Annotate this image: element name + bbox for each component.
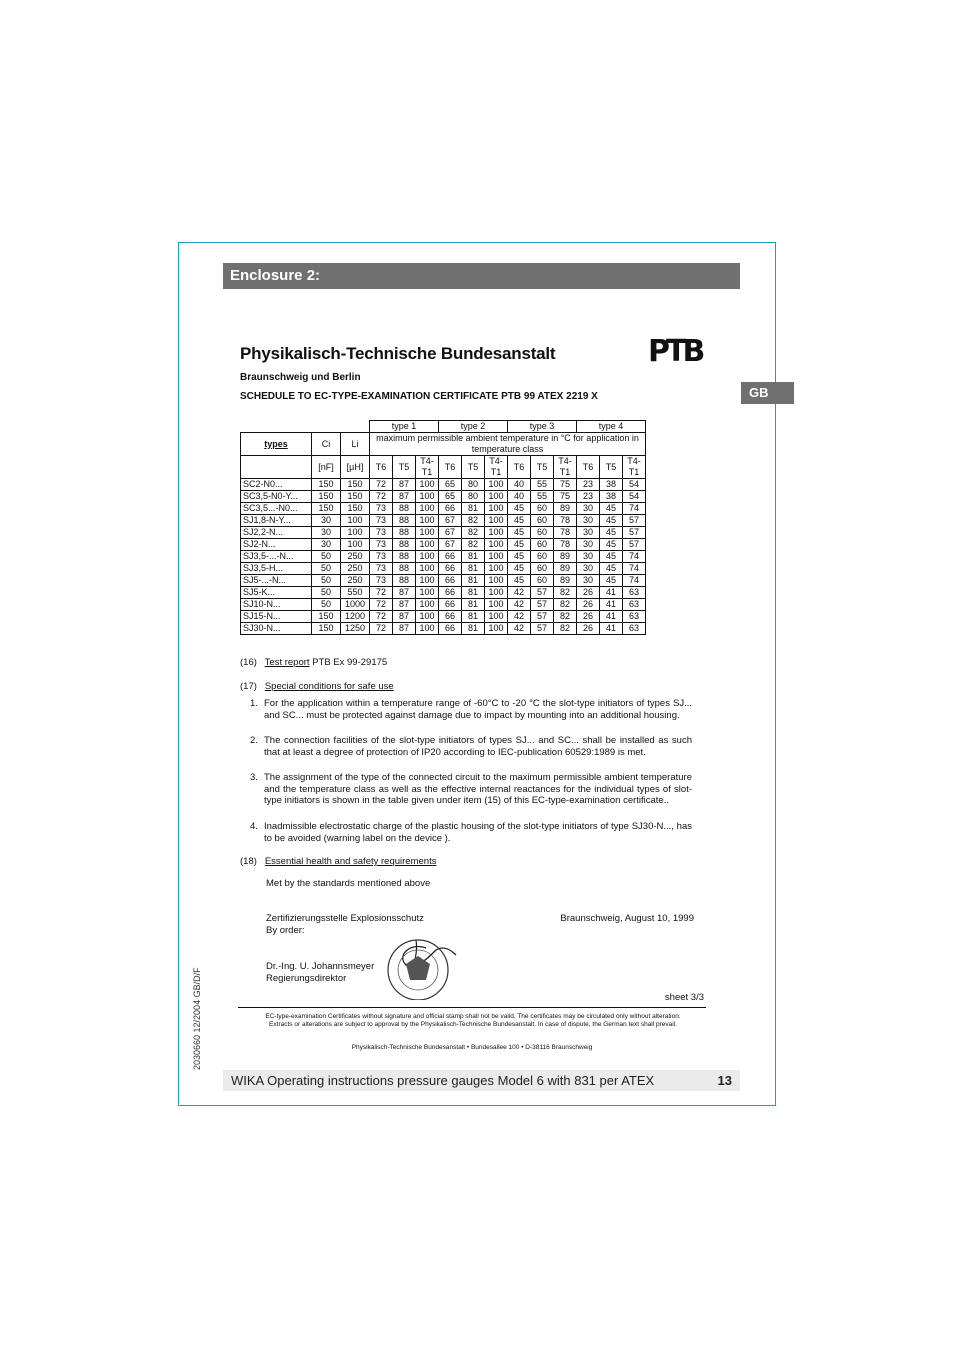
table-cell: 41 — [600, 587, 623, 599]
table-cell: 100 — [416, 599, 439, 611]
temp-class-header: T6 — [508, 456, 531, 479]
section-17 — [240, 681, 394, 693]
table-cell: 100 — [485, 575, 508, 587]
table-cell: 100 — [416, 503, 439, 515]
table-cell: SJ3,5-H... — [241, 563, 312, 575]
table-cell: 81 — [462, 599, 485, 611]
temp-class-header: T6 — [370, 456, 393, 479]
table-cell: 100 — [485, 539, 508, 551]
section-text: Met by the standards mentioned above — [266, 878, 431, 889]
cert-subtitle: Braunschweig und Berlin — [240, 372, 361, 383]
table-cell: 82 — [462, 527, 485, 539]
table-cell: 67 — [439, 527, 462, 539]
condition-item: 2. The connection facilities of the slot-type initiators of types SJ... and SC... shall be installed as such that at least a degree of protection of IP20 according to IEC-publication 60529:1989 is met. — [250, 735, 692, 758]
table-cell: 1000 — [341, 599, 370, 611]
table-cell: 100 — [416, 551, 439, 563]
table-cell: 250 — [341, 563, 370, 575]
table-row — [241, 491, 646, 503]
table-cell: SJ30-N... — [241, 623, 312, 635]
table-cell: 81 — [462, 623, 485, 635]
table-cell: 66 — [439, 599, 462, 611]
table-cell: 38 — [600, 479, 623, 491]
type-header: type 3 — [508, 421, 577, 433]
page-number: 13 — [717, 1073, 732, 1088]
section-18 — [240, 856, 436, 868]
type-header: type 2 — [439, 421, 508, 433]
signature-block: Zertifizierungsstelle Explosionsschutz By order: — [266, 913, 424, 936]
table-cell: 50 — [312, 599, 341, 611]
table-cell: 55 — [531, 491, 554, 503]
table-row — [241, 551, 646, 563]
ci-label: Ci — [312, 433, 341, 456]
table-cell: 41 — [600, 599, 623, 611]
sheet-number: sheet 3/3 — [664, 992, 704, 1003]
table-cell: 550 — [341, 587, 370, 599]
table-cell: 45 — [508, 575, 531, 587]
table-cell: 78 — [554, 539, 577, 551]
table-cell: 81 — [462, 503, 485, 515]
table-cell: 73 — [370, 563, 393, 575]
table-cell: 30 — [577, 563, 600, 575]
table-cell: 73 — [370, 527, 393, 539]
table-cell: 1200 — [341, 611, 370, 623]
table-cell: 45 — [508, 503, 531, 515]
table-cell: 100 — [485, 479, 508, 491]
temp-class-header: T6 — [577, 456, 600, 479]
cert-schedule: SCHEDULE TO EC-TYPE-EXAMINATION CERTIFICATE PTB 99 ATEX 2219 X — [240, 391, 598, 402]
table-cell: 82 — [462, 515, 485, 527]
table-cell: 100 — [341, 515, 370, 527]
table-cell: 45 — [600, 515, 623, 527]
table-cell: 50 — [312, 551, 341, 563]
table-cell: 250 — [341, 575, 370, 587]
table-row — [241, 599, 646, 611]
table-cell: 60 — [531, 575, 554, 587]
table-cell: 26 — [577, 587, 600, 599]
table-cell: 55 — [531, 479, 554, 491]
table-cell: 78 — [554, 527, 577, 539]
table-cell: SJ2,2-N... — [241, 527, 312, 539]
table-cell: 40 — [508, 479, 531, 491]
table-cell: 89 — [554, 503, 577, 515]
table-cell: SJ3,5-...-N... — [241, 551, 312, 563]
table-cell: 26 — [577, 611, 600, 623]
table-cell: 45 — [600, 503, 623, 515]
table-cell: 60 — [531, 563, 554, 575]
table-cell: 73 — [370, 551, 393, 563]
table-cell: 73 — [370, 575, 393, 587]
table-cell: 88 — [393, 575, 416, 587]
table-cell: 30 — [312, 539, 341, 551]
li-unit: [µH] — [341, 456, 370, 479]
condition-item: 1. For the application within a temperature range of -60°C to -20 °C the slot-type initiators of types SJ... and SC... must be protected against damage due to impact by mounting into an additional housing. — [250, 698, 692, 721]
table-cell: 100 — [485, 551, 508, 563]
ci-unit: [nF] — [312, 456, 341, 479]
table-cell: 30 — [577, 539, 600, 551]
table-cell: SJ5-...-N... — [241, 575, 312, 587]
table-cell: 100 — [485, 623, 508, 635]
condition-item: 3. The assignment of the type of the connected circuit to the maximum permissible ambient temperature and the temperature class as well as the effective internal reactances for the individual types of slot-type initiators is shown in the table given under item (15) of this EC-type-examination certificate.. — [250, 772, 692, 806]
table-cell: 57 — [531, 587, 554, 599]
table-cell: SJ15-N... — [241, 611, 312, 623]
table-cell: 78 — [554, 515, 577, 527]
table-cell: 30 — [577, 527, 600, 539]
table-cell: 81 — [462, 611, 485, 623]
table-cell: 67 — [439, 515, 462, 527]
section-label: Essential health and safety requirements — [264, 856, 437, 867]
table-cell: 60 — [531, 503, 554, 515]
table-cell: 100 — [416, 479, 439, 491]
table-cell: 57 — [531, 623, 554, 635]
table-cell: 66 — [439, 587, 462, 599]
table-cell: 72 — [370, 611, 393, 623]
table-header-row — [241, 433, 646, 456]
table-cell: 89 — [554, 563, 577, 575]
table-cell: 54 — [623, 491, 646, 503]
table-cell: 38 — [600, 491, 623, 503]
table-cell: 150 — [312, 491, 341, 503]
table-cell: 66 — [439, 563, 462, 575]
table-cell: 100 — [485, 515, 508, 527]
table-cell: 45 — [508, 563, 531, 575]
table-header-row — [241, 421, 646, 433]
table-cell: 82 — [554, 611, 577, 623]
table-cell: 80 — [462, 479, 485, 491]
table-cell: 45 — [600, 539, 623, 551]
table-cell: 75 — [554, 491, 577, 503]
table-cell: 54 — [623, 479, 646, 491]
table-cell: 23 — [577, 479, 600, 491]
table-cell: 72 — [370, 479, 393, 491]
table-cell: 150 — [341, 503, 370, 515]
table-cell: SC3,5...-N0... — [241, 503, 312, 515]
temp-class-row — [241, 456, 646, 479]
table-cell: 150 — [341, 479, 370, 491]
table-cell: 45 — [508, 539, 531, 551]
table-cell: 87 — [393, 587, 416, 599]
table-row — [241, 503, 646, 515]
table-cell: 87 — [393, 611, 416, 623]
table-cell: SJ1,8-N-Y... — [241, 515, 312, 527]
table-cell: 66 — [439, 575, 462, 587]
table-cell: 41 — [600, 611, 623, 623]
table-cell: 150 — [312, 479, 341, 491]
table-cell: 30 — [577, 551, 600, 563]
table-row — [241, 515, 646, 527]
signature-and-seal — [356, 920, 466, 1000]
table-cell: 150 — [341, 491, 370, 503]
table-cell: 30 — [312, 515, 341, 527]
table-cell: 42 — [508, 611, 531, 623]
table-cell: 45 — [600, 563, 623, 575]
table-cell: 50 — [312, 575, 341, 587]
table-cell: 63 — [623, 623, 646, 635]
table-cell: 100 — [341, 539, 370, 551]
table-cell: 87 — [393, 599, 416, 611]
type-header: type 1 — [370, 421, 439, 433]
table-cell: 82 — [554, 587, 577, 599]
type-header: type 4 — [577, 421, 646, 433]
table-cell: 45 — [600, 575, 623, 587]
table-cell: 66 — [439, 551, 462, 563]
table-cell: 45 — [508, 515, 531, 527]
table-cell: SC2-N0... — [241, 479, 312, 491]
temp-class-header: T6 — [439, 456, 462, 479]
table-cell: 88 — [393, 551, 416, 563]
table-cell: 100 — [485, 587, 508, 599]
table-cell: 72 — [370, 623, 393, 635]
table-cell: 57 — [623, 515, 646, 527]
table-cell: 57 — [531, 599, 554, 611]
language-tab: GB — [741, 382, 794, 404]
table-cell: 30 — [577, 575, 600, 587]
table-cell: 81 — [462, 587, 485, 599]
table-cell: 82 — [462, 539, 485, 551]
table-cell: 89 — [554, 575, 577, 587]
table-cell: 40 — [508, 491, 531, 503]
table-cell: 23 — [577, 491, 600, 503]
section-label: Special conditions for safe use — [264, 681, 394, 692]
table-cell: SJ5-K... — [241, 587, 312, 599]
table-cell: 100 — [485, 527, 508, 539]
temp-class-header: T4-T1 — [623, 456, 646, 479]
table-cell: 88 — [393, 527, 416, 539]
ptb-address: Physikalisch-Technische Bundesanstalt • Bundesallee 100 • D-38116 Braunschweig — [351, 1044, 593, 1051]
table-cell: 100 — [416, 527, 439, 539]
temp-class-header: T4-T1 — [485, 456, 508, 479]
table-cell: 100 — [416, 563, 439, 575]
table-cell: 66 — [439, 623, 462, 635]
section-16 — [240, 657, 387, 669]
table-cell: 81 — [462, 551, 485, 563]
table-cell: 150 — [312, 623, 341, 635]
table-cell: 45 — [508, 527, 531, 539]
table-cell: 100 — [485, 491, 508, 503]
place-date: Braunschweig, August 10, 1999 — [560, 913, 694, 924]
table-cell: 74 — [623, 563, 646, 575]
table-cell: 67 — [439, 539, 462, 551]
temp-class-header: T4-T1 — [554, 456, 577, 479]
table-cell: 42 — [508, 599, 531, 611]
table-cell: 57 — [623, 539, 646, 551]
table-cell: 26 — [577, 623, 600, 635]
table-cell: 150 — [312, 503, 341, 515]
table-cell: 80 — [462, 491, 485, 503]
table-cell: 57 — [531, 611, 554, 623]
temperature-table — [240, 420, 646, 635]
li-label: Li — [341, 433, 370, 456]
table-cell: 75 — [554, 479, 577, 491]
table-row — [241, 527, 646, 539]
table-cell: 30 — [577, 515, 600, 527]
table-cell: 26 — [577, 599, 600, 611]
table-cell: 30 — [312, 527, 341, 539]
table-cell: 45 — [600, 527, 623, 539]
table-row — [241, 575, 646, 587]
table-cell: SJ2-N... — [241, 539, 312, 551]
table-cell: SC3,5-N0-Y... — [241, 491, 312, 503]
table-cell: 57 — [623, 527, 646, 539]
table-row — [241, 623, 646, 635]
temp-class-header: T5 — [600, 456, 623, 479]
table-cell: 72 — [370, 587, 393, 599]
table-cell: 250 — [341, 551, 370, 563]
table-cell: 74 — [623, 551, 646, 563]
table-cell: 30 — [577, 503, 600, 515]
section-number: (17) — [240, 681, 257, 692]
table-cell: 100 — [485, 599, 508, 611]
section-number: (18) — [240, 856, 257, 867]
temp-class-header: T5 — [393, 456, 416, 479]
types-label: types — [241, 433, 312, 456]
table-cell: 65 — [439, 491, 462, 503]
table-cell: 100 — [416, 575, 439, 587]
table-cell: 60 — [531, 527, 554, 539]
table-cell: 100 — [416, 539, 439, 551]
table-cell: 87 — [393, 491, 416, 503]
table-cell: 42 — [508, 623, 531, 635]
table-cell: 60 — [531, 539, 554, 551]
table-row — [241, 479, 646, 491]
table-cell: 73 — [370, 539, 393, 551]
table-cell: 87 — [393, 479, 416, 491]
enclosure-title: Enclosure 2: — [223, 263, 740, 289]
temp-class-header: T5 — [462, 456, 485, 479]
page-footer — [223, 1070, 740, 1091]
table-cell: 88 — [393, 503, 416, 515]
table-cell: 63 — [623, 611, 646, 623]
table-cell: 82 — [554, 599, 577, 611]
table-cell: 100 — [416, 611, 439, 623]
section-number: (16) — [240, 657, 257, 668]
table-cell: 81 — [462, 575, 485, 587]
table-row — [241, 539, 646, 551]
table-cell: 60 — [531, 551, 554, 563]
table-cell: 66 — [439, 611, 462, 623]
table-cell: 41 — [600, 623, 623, 635]
table-cell: 66 — [439, 503, 462, 515]
table-cell: 63 — [623, 599, 646, 611]
table-cell: 100 — [485, 563, 508, 575]
table-cell: 63 — [623, 587, 646, 599]
table-cell: 88 — [393, 563, 416, 575]
table-cell: 65 — [439, 479, 462, 491]
table-cell: 88 — [393, 515, 416, 527]
disclaimer: EC-type-examination Certificates without signature and official stamp shall not be valid. The certificates may be circulated only without alteration. Extracts or alterations are subject to approval by the Physikalisch-Technische Bundesanstalt. In case of dispute, the German text shall prevail. — [265, 1013, 681, 1028]
table-cell: 50 — [312, 563, 341, 575]
section-text: PTB Ex 99-29175 — [312, 657, 388, 668]
table-cell: 73 — [370, 503, 393, 515]
table-cell: 100 — [416, 515, 439, 527]
table-cell: 81 — [462, 563, 485, 575]
signatory: Dr.-Ing. U. Johannsmeyer Regierungsdirektor — [266, 961, 375, 984]
table-cell: 100 — [416, 623, 439, 635]
document-code: 2030660 12/2004 GB/D/F — [192, 967, 202, 1070]
table-cell: 100 — [485, 611, 508, 623]
table-cell: 45 — [508, 551, 531, 563]
table-cell: 45 — [600, 551, 623, 563]
table-cell: 100 — [416, 587, 439, 599]
cert-title: Physikalisch-Technische Bundesanstalt — [240, 344, 556, 363]
section-label: Test report — [264, 657, 310, 668]
table-row — [241, 563, 646, 575]
table-cell: 82 — [554, 623, 577, 635]
table-cell: SJ10-N... — [241, 599, 312, 611]
table-cell: 60 — [531, 515, 554, 527]
table-cell: 100 — [485, 503, 508, 515]
table-cell: 72 — [370, 491, 393, 503]
table-cell: 74 — [623, 503, 646, 515]
temp-class-header: T4-T1 — [416, 456, 439, 479]
table-row — [241, 587, 646, 599]
temp-class-header: T5 — [531, 456, 554, 479]
divider — [238, 1007, 706, 1008]
table-cell: 42 — [508, 587, 531, 599]
max-temp-label: maximum permissible ambient temperature in °C for application in temperature class — [370, 433, 646, 456]
table-cell: 100 — [341, 527, 370, 539]
table-cell: 100 — [416, 491, 439, 503]
table-cell: 72 — [370, 599, 393, 611]
table-cell: 50 — [312, 587, 341, 599]
footer-text: WIKA Operating instructions pressure gauges Model 6 with 831 per ATEX — [231, 1073, 655, 1088]
condition-item: 4. Inadmissible electrostatic charge of the plastic housing of the slot-type initiators of type SJ30-N..., has to be avoided (warning label on the device ). — [250, 821, 692, 844]
table-cell: 87 — [393, 623, 416, 635]
table-cell: 88 — [393, 539, 416, 551]
table-cell: 74 — [623, 575, 646, 587]
table-cell: 1250 — [341, 623, 370, 635]
table-row — [241, 611, 646, 623]
table-cell: 150 — [312, 611, 341, 623]
ptb-logo: PTB — [648, 334, 702, 369]
table-cell: 89 — [554, 551, 577, 563]
table-cell: 73 — [370, 515, 393, 527]
